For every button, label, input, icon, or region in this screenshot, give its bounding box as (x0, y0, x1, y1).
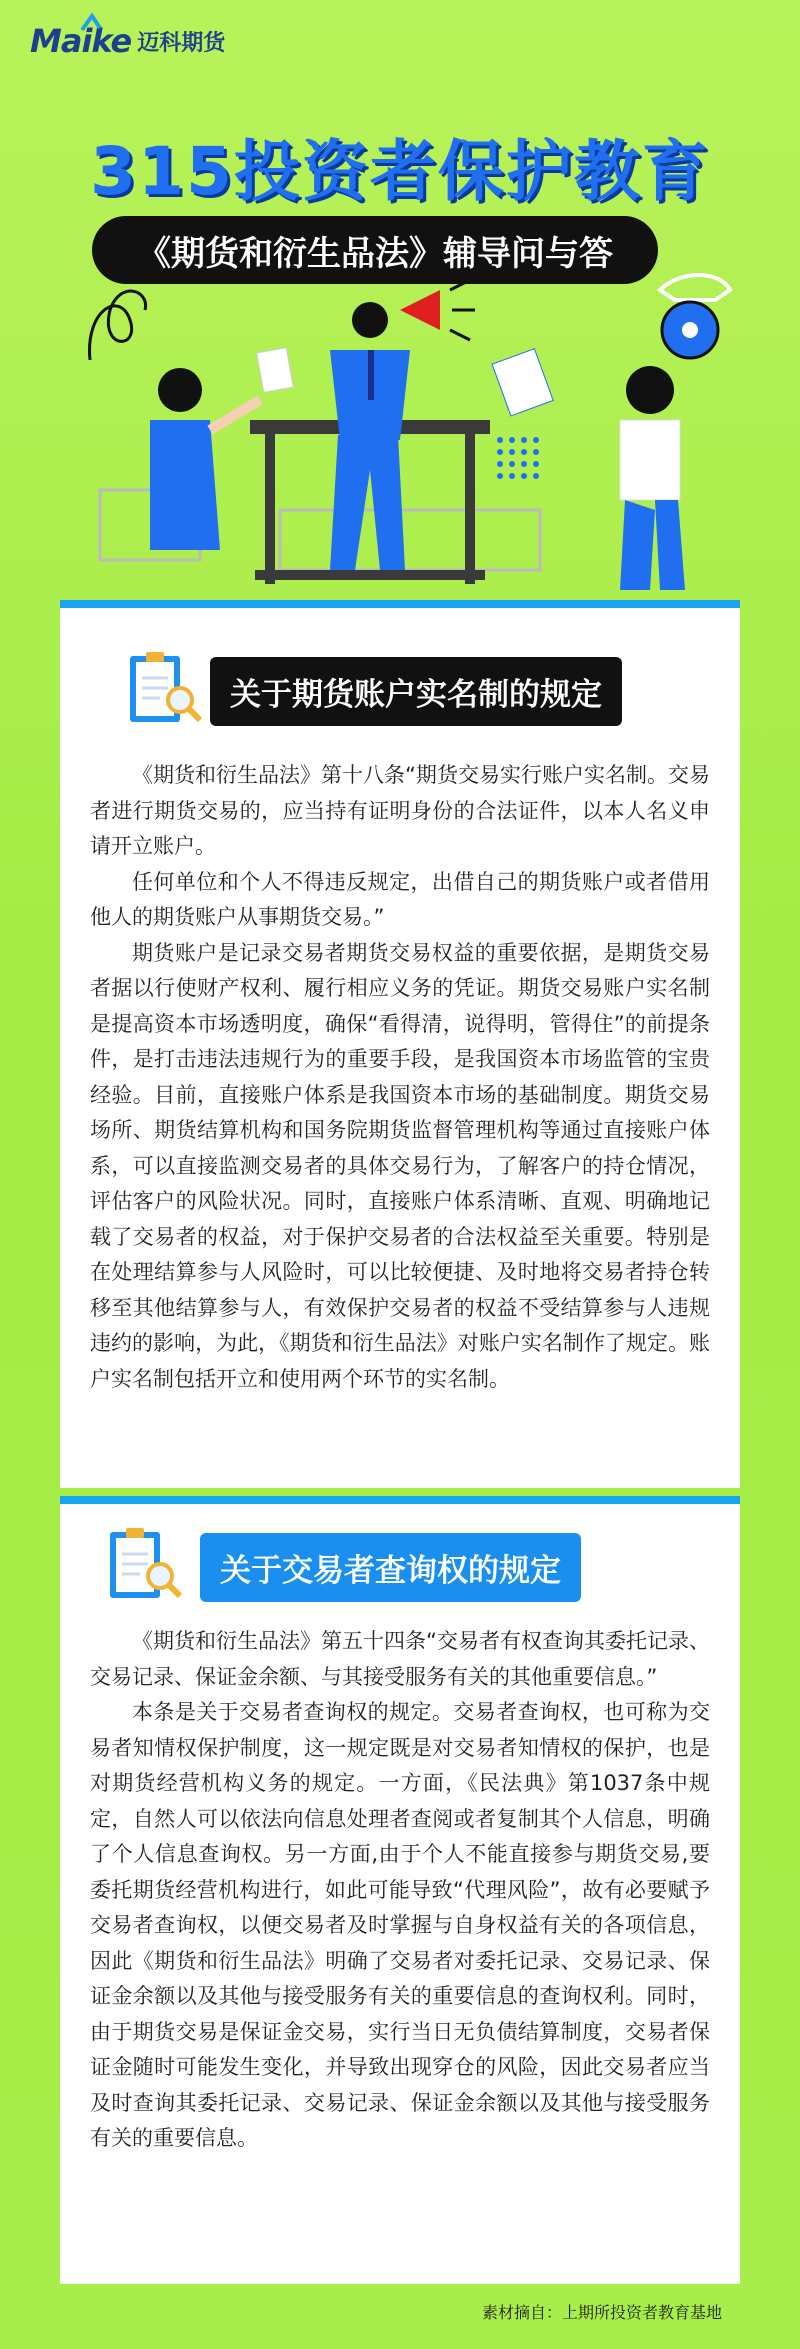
section-body (90, 1624, 710, 2157)
section-card-account-realname (60, 600, 740, 1488)
page-title: 315投资者保护教育 (90, 133, 710, 210)
hero-illustration (80, 270, 740, 600)
section-title: 关于期货账户实名制的规定 (210, 657, 622, 726)
paragraph: 期货账户是记录交易者期货交易权益的重要依据，是期货交易者据以行使财产权利、履行相应义务的凭证。期货交易账户实名制是提高资本市场透明度，确保“看得清，说得明，管得住”的前提条件，是打击违法违规行为的重要手段，是我国资本市场监管的宝贵经验。目前，直接账户体系是我国资本市场的基础制度。期货交易场所、期货结算机构和国务院期货监督管理机构等通过直接账户体系，可以直接监测交易者的具体交易行为，了解客户的持仓情况，评估客户的风险状况。同时，直接账户体系清晰、直观、明确地记载了交易者的权益，对于保护交易者的合法权益至关重要。特别是在处理结算参与人风险时，可以比较便捷、及时地将交易者持仓转移至其他结算参与人，有效保护交易者的权益不受结算参与人违规违约的影响，为此，《期货和衍生品法》对账户实名制作了规定。账户实名制包括开立和使用两个环节的实名制。 (90, 940, 710, 1391)
source-note: 素材摘自：上期所投资者教育基地 (481, 2303, 722, 2322)
paragraph: 本条是关于交易者查询权的规定。交易者查询权，也可称为交易者知情权保护制度，这一规定既是对交易者知情权的保护，也是对期货经营机构义务的规定。一方面，《民法典》第1037条中规定，自然人可以依法向信息处理者查阅或者复制其个人信息，明确了个人信息查询权。另一方面,由于个人不能直接参与期货交易,要委托期货经营机构进行，如此可能导致“代理风险”，故有必要赋予交易者查询权，以便交易者及时掌握与自身权益有关的各项信息，因此《期货和衍生品法》明确了交易者对委托记录、交易记录、保证金余额以及其他与接受服务有关的重要信息的查询权利。同时，由于期货交易是保证金交易，实行当日无负债结算制度，交易者保证金随时可能发生变化，并导致出现穿仓的风险，因此交易者应当及时查询其委托记录、交易记录、保证金余额以及其他与接受服务有关的重要信息。 (90, 1700, 710, 2150)
page-subtitle: 《期货和衍生品法》辅导问与答 (92, 216, 658, 284)
clipboard-search-icon (120, 648, 210, 734)
brand-logo (30, 22, 225, 60)
section-body (90, 758, 710, 1397)
clipboard-search-icon (100, 1524, 190, 1610)
section-header (120, 648, 622, 734)
paragraph: 任何单位和个人不得违反规定，出借自己的期货账户或者借用他人的期货账户从事期货交易。” (90, 869, 710, 929)
section-header (100, 1524, 581, 1610)
logo-text-cn: 迈科期货 (137, 30, 226, 56)
section-card-query-right (60, 1496, 740, 2284)
paragraph: 《期货和衍生品法》第五十四条“交易者有权查询其委托记录、交易记录、保证金余额、与其接受服务有关的其他重要信息。” (90, 1629, 710, 1689)
logo-text-en: Maike (30, 22, 132, 60)
paragraph: 《期货和衍生品法》第十八条“期货交易实行账户实名制。交易者进行期货交易的，应当持有证明身份的合法证件，以本人名义申请开立账户。 (90, 763, 710, 858)
section-title: 关于交易者查询权的规定 (200, 1533, 581, 1602)
logo-mark-icon (80, 12, 102, 32)
